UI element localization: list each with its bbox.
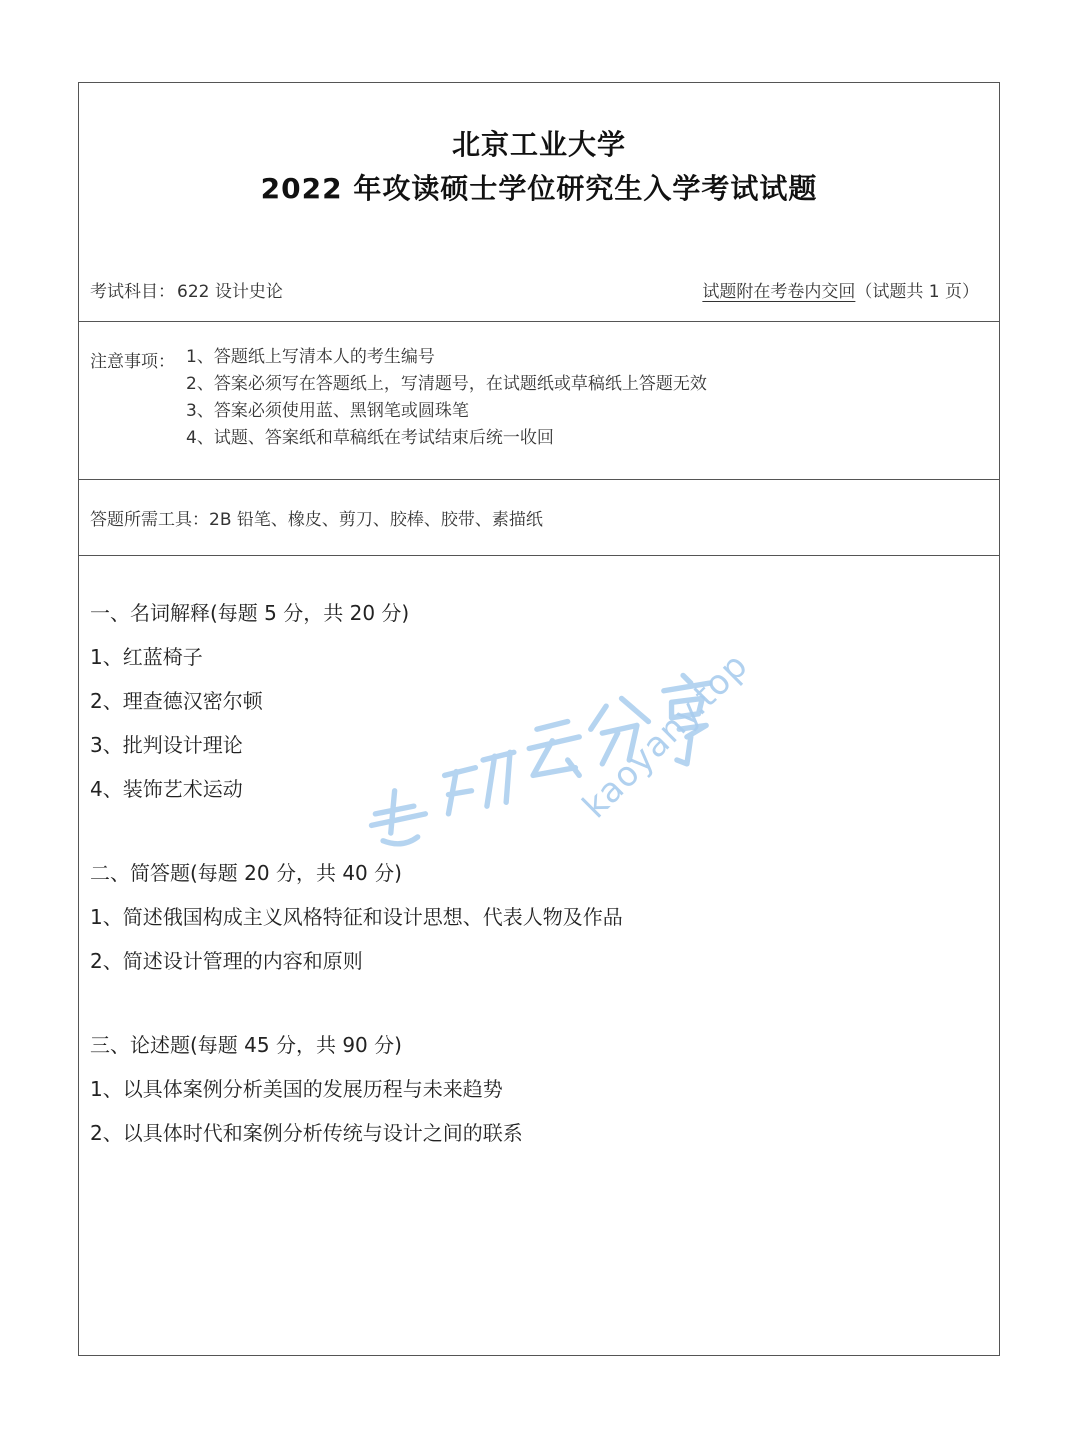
notice-label: 注意事项： [90,352,175,372]
question-item: 1、以具体案例分析美国的发展历程与未来趋势 [90,1077,503,1101]
tools-value: 2B 铅笔、橡皮、剪刀、胶棒、胶带、素描纸 [209,510,543,530]
section-heading: 三、论述题(每题 45 分，共 90 分) [90,1033,402,1057]
divider [79,321,999,322]
subject-label: 考试科目： [90,282,175,302]
question-item: 1、红蓝椅子 [90,645,203,669]
question-item: 2、以具体时代和案例分析传统与设计之间的联系 [90,1121,523,1145]
subject-value: 622 设计史论 [177,282,283,302]
question-item: 3、批判设计理论 [90,733,243,757]
section-essay [90,1029,523,1161]
notice-item: 4、试题、答案纸和草稿纸在考试结束后统一收回 [186,428,554,448]
notice-item: 3、答案必须使用蓝、黑钢笔或圆珠笔 [186,401,469,421]
question-item: 4、装饰艺术运动 [90,777,243,801]
section-heading: 二、简答题(每题 20 分，共 40 分) [90,861,402,885]
exam-subject [90,277,283,302]
question-item: 2、理查德汉密尔顿 [90,689,263,713]
university-title: 北京工业大学 [451,128,626,161]
return-note-suffix: （试题共 1 页） [855,282,979,302]
section-short-answer [90,857,623,989]
section-definitions [90,597,409,817]
divider [79,555,999,556]
notice-item: 2、答案必须写在答题纸上，写清题号，在试题纸或草稿纸上答题无效 [186,374,707,394]
return-note-underlined: 试题附在考卷内交回 [702,282,856,302]
watermark-url: kaoyany.top [575,645,757,827]
required-tools [90,505,543,530]
divider [79,479,999,480]
exam-paper-frame [78,82,1000,1356]
exam-title: 2022 年攻读硕士学位研究生入学考试试题 [260,172,818,205]
return-note [702,277,979,302]
tools-label: 答题所需工具： [90,510,209,530]
notice-list [186,347,707,455]
question-item: 2、简述设计管理的内容和原则 [90,949,363,973]
notice-item: 1、答题纸上写清本人的考生编号 [186,347,435,367]
section-heading: 一、名词解释(每题 5 分，共 20 分) [90,601,410,625]
question-item: 1、简述俄国构成主义风格特征和设计思想、代表人物及作品 [90,905,623,929]
